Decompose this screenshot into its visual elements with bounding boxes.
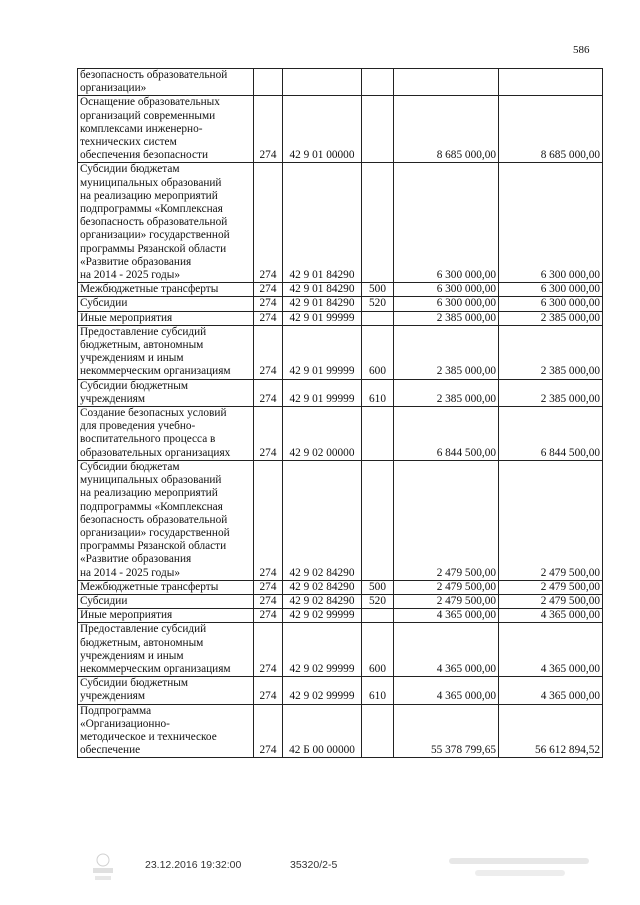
row-csr-cell xyxy=(283,623,362,677)
row-gr-cell xyxy=(254,609,283,623)
table-row xyxy=(78,325,603,379)
row-sum-2016-cell-text: 2 479 500,00 xyxy=(436,594,496,607)
row-vr-cell xyxy=(362,460,394,580)
row-vr-cell xyxy=(362,163,394,283)
row-sum-2017-cell-text: 4 365 000,00 xyxy=(540,690,600,703)
row-vr-cell xyxy=(362,580,394,594)
row-vr-cell xyxy=(362,677,394,704)
row-gr-cell-text: 274 xyxy=(259,392,277,405)
row-gr-cell xyxy=(254,69,283,96)
row-sum-2016-cell xyxy=(394,460,499,580)
row-csr-cell-text: 42 9 01 00000 xyxy=(289,149,355,162)
row-csr-cell-text: 42 9 02 84290 xyxy=(289,594,355,607)
row-sum-2016-cell-text: 2 479 500,00 xyxy=(436,566,496,579)
row-sum-2017-cell xyxy=(499,96,603,163)
row-vr-cell-text: 600 xyxy=(369,662,386,675)
row-sum-2016-cell-text: 4 365 000,00 xyxy=(436,609,496,622)
row-csr-cell xyxy=(283,297,362,311)
row-sum-2016-cell xyxy=(394,379,499,406)
row-gr-cell xyxy=(254,163,283,283)
row-gr-cell xyxy=(254,704,283,758)
row-sum-2016-cell-text: 6 300 000,00 xyxy=(436,283,496,296)
footer-date: 23.12.2016 19:32:00 xyxy=(145,859,242,871)
row-gr-cell-text: 274 xyxy=(259,269,277,282)
row-sum-2016-cell xyxy=(394,325,499,379)
row-gr-cell-text: 274 xyxy=(259,566,277,579)
row-vr-cell xyxy=(362,704,394,758)
row-gr-cell xyxy=(254,594,283,608)
stamp-left-icon xyxy=(89,850,117,884)
row-csr-cell xyxy=(283,69,362,96)
row-sum-2016-cell xyxy=(394,69,499,96)
row-csr-cell xyxy=(283,704,362,758)
row-sum-2016-cell xyxy=(394,580,499,594)
row-name-cell xyxy=(78,609,254,623)
row-sum-2017-cell xyxy=(499,297,603,311)
row-vr-cell xyxy=(362,297,394,311)
row-name-cell-text: Иные мероприятия xyxy=(80,311,173,324)
row-gr-cell xyxy=(254,311,283,325)
row-gr-cell xyxy=(254,677,283,704)
row-gr-cell-text: 274 xyxy=(259,580,277,593)
row-name-cell xyxy=(78,297,254,311)
row-csr-cell-text: 42 9 01 84290 xyxy=(289,269,355,282)
row-vr-cell-text: 500 xyxy=(369,283,386,296)
table-row xyxy=(78,677,603,704)
watermark-stamp-icon xyxy=(445,852,595,884)
row-name-cell-text: Межбюджетные трансферты xyxy=(80,580,219,593)
row-sum-2017-cell-text: 2 385 000,00 xyxy=(540,392,600,405)
row-csr-cell-text: 42 9 01 99999 xyxy=(289,365,355,378)
row-csr-cell xyxy=(283,407,362,461)
row-gr-cell-text: 274 xyxy=(259,149,277,162)
row-name-cell xyxy=(78,69,254,96)
table-row xyxy=(78,407,603,461)
row-sum-2017-cell xyxy=(499,407,603,461)
row-csr-cell-text: 42 9 02 99999 xyxy=(289,609,355,622)
row-name-cell-text: Субсидии xyxy=(80,297,128,310)
row-sum-2017-cell xyxy=(499,379,603,406)
row-sum-2016-cell-text: 6 300 000,00 xyxy=(436,269,496,282)
row-name-cell-text: Создание безопасных условий для проведения учебно- воспитательного процесса в образовательных организациях xyxy=(80,407,231,459)
row-sum-2017-cell xyxy=(499,580,603,594)
row-sum-2017-cell xyxy=(499,594,603,608)
row-sum-2017-cell xyxy=(499,283,603,297)
row-gr-cell xyxy=(254,460,283,580)
row-name-cell-text: безопасность образовательной организации» xyxy=(80,69,228,95)
table-row xyxy=(78,163,603,283)
row-sum-2016-cell xyxy=(394,594,499,608)
row-name-cell xyxy=(78,677,254,704)
row-csr-cell-text: 42 9 02 99999 xyxy=(289,690,355,703)
row-vr-cell xyxy=(362,594,394,608)
row-sum-2016-cell-text: 4 365 000,00 xyxy=(436,662,496,675)
row-gr-cell-text: 274 xyxy=(259,446,277,459)
row-sum-2016-cell xyxy=(394,311,499,325)
table-row xyxy=(78,704,603,758)
row-gr-cell xyxy=(254,623,283,677)
row-sum-2016-cell xyxy=(394,677,499,704)
row-sum-2017-cell-text: 6 300 000,00 xyxy=(540,269,600,282)
table-row xyxy=(78,311,603,325)
row-sum-2017-cell-text: 4 365 000,00 xyxy=(540,609,600,622)
row-sum-2017-cell xyxy=(499,69,603,96)
row-csr-cell xyxy=(283,379,362,406)
row-name-cell xyxy=(78,379,254,406)
row-gr-cell-text: 274 xyxy=(259,297,277,310)
row-csr-cell-text: 42 Б 00 00000 xyxy=(289,744,355,757)
row-sum-2017-cell-text: 56 612 894,52 xyxy=(535,744,600,757)
row-sum-2017-cell-text: 2 479 500,00 xyxy=(540,594,600,607)
row-vr-cell-text: 610 xyxy=(369,392,386,405)
row-sum-2017-cell-text: 2 479 500,00 xyxy=(540,580,600,593)
row-gr-cell-text: 274 xyxy=(259,690,277,703)
row-sum-2016-cell-text: 8 685 000,00 xyxy=(436,149,496,162)
row-gr-cell xyxy=(254,297,283,311)
row-sum-2016-cell-text: 55 378 799,65 xyxy=(431,744,496,757)
row-sum-2017-cell-text: 2 385 000,00 xyxy=(540,365,600,378)
row-csr-cell xyxy=(283,325,362,379)
row-csr-cell-text: 42 9 02 00000 xyxy=(289,446,355,459)
row-csr-cell-text: 42 9 01 99999 xyxy=(289,392,355,405)
table-row xyxy=(78,283,603,297)
row-name-cell-text: Субсидии xyxy=(80,594,128,607)
row-name-cell xyxy=(78,163,254,283)
budget-table-body xyxy=(78,69,603,758)
row-gr-cell-text: 274 xyxy=(259,594,277,607)
row-sum-2017-cell xyxy=(499,311,603,325)
row-csr-cell-text: 42 9 02 84290 xyxy=(289,566,355,579)
row-sum-2017-cell-text: 6 844 500,00 xyxy=(540,446,600,459)
row-sum-2017-cell xyxy=(499,677,603,704)
table-row xyxy=(78,594,603,608)
row-gr-cell xyxy=(254,283,283,297)
row-sum-2016-cell xyxy=(394,297,499,311)
row-vr-cell-text: 600 xyxy=(369,365,386,378)
table-row xyxy=(78,609,603,623)
row-sum-2017-cell xyxy=(499,163,603,283)
row-vr-cell xyxy=(362,623,394,677)
row-vr-cell xyxy=(362,325,394,379)
row-gr-cell-text: 274 xyxy=(259,365,277,378)
row-csr-cell xyxy=(283,96,362,163)
row-gr-cell xyxy=(254,580,283,594)
row-sum-2017-cell xyxy=(499,460,603,580)
row-sum-2016-cell-text: 2 479 500,00 xyxy=(436,580,496,593)
row-vr-cell xyxy=(362,69,394,96)
row-csr-cell xyxy=(283,594,362,608)
row-name-cell xyxy=(78,460,254,580)
row-sum-2017-cell-text: 2 479 500,00 xyxy=(540,566,600,579)
row-sum-2016-cell xyxy=(394,623,499,677)
row-gr-cell-text: 274 xyxy=(259,311,277,324)
row-sum-2016-cell xyxy=(394,407,499,461)
row-sum-2017-cell xyxy=(499,704,603,758)
table-row xyxy=(78,379,603,406)
row-sum-2016-cell xyxy=(394,163,499,283)
row-gr-cell-text: 274 xyxy=(259,662,277,675)
row-sum-2016-cell xyxy=(394,283,499,297)
row-sum-2016-cell-text: 4 365 000,00 xyxy=(436,690,496,703)
row-vr-cell xyxy=(362,609,394,623)
row-gr-cell xyxy=(254,407,283,461)
table-row xyxy=(78,297,603,311)
row-csr-cell xyxy=(283,460,362,580)
row-name-cell xyxy=(78,283,254,297)
row-gr-cell xyxy=(254,325,283,379)
row-sum-2016-cell xyxy=(394,96,499,163)
row-gr-cell-text: 274 xyxy=(259,283,277,296)
row-vr-cell-text: 610 xyxy=(369,690,386,703)
footer-doc-number: 35320/2-5 xyxy=(290,859,338,871)
row-gr-cell-text: 274 xyxy=(259,609,277,622)
row-name-cell-text: Оснащение образовательных организаций современными комплексами инженерно- технических систем обеспечения безопасности xyxy=(80,96,220,162)
row-sum-2017-cell xyxy=(499,609,603,623)
row-vr-cell xyxy=(362,407,394,461)
row-csr-cell-text: 42 9 02 99999 xyxy=(289,662,355,675)
row-name-cell xyxy=(78,311,254,325)
row-name-cell xyxy=(78,623,254,677)
row-csr-cell xyxy=(283,677,362,704)
row-name-cell xyxy=(78,96,254,163)
row-name-cell-text: Субсидии бюджетным учреждениям xyxy=(80,677,188,703)
row-vr-cell xyxy=(362,283,394,297)
row-sum-2017-cell-text: 8 685 000,00 xyxy=(540,149,600,162)
row-name-cell-text: Иные мероприятия xyxy=(80,609,173,622)
row-sum-2017-cell-text: 6 300 000,00 xyxy=(540,297,600,310)
row-sum-2016-cell xyxy=(394,609,499,623)
row-sum-2016-cell-text: 2 385 000,00 xyxy=(436,392,496,405)
row-name-cell-text: Субсидии бюджетным учреждениям xyxy=(80,379,188,405)
row-csr-cell-text: 42 9 01 84290 xyxy=(289,297,355,310)
table-row xyxy=(78,623,603,677)
row-csr-cell-text: 42 9 01 84290 xyxy=(289,283,355,296)
row-name-cell xyxy=(78,704,254,758)
row-vr-cell-text: 500 xyxy=(369,580,386,593)
table-row xyxy=(78,580,603,594)
row-name-cell xyxy=(78,580,254,594)
row-gr-cell xyxy=(254,379,283,406)
row-name-cell xyxy=(78,325,254,379)
row-sum-2016-cell-text: 6 300 000,00 xyxy=(436,297,496,310)
row-gr-cell-text: 274 xyxy=(259,744,277,757)
row-sum-2017-cell-text: 4 365 000,00 xyxy=(540,662,600,675)
row-vr-cell xyxy=(362,379,394,406)
row-csr-cell xyxy=(283,311,362,325)
row-vr-cell-text: 520 xyxy=(369,594,386,607)
row-name-cell xyxy=(78,407,254,461)
row-csr-cell-text: 42 9 01 99999 xyxy=(289,311,355,324)
row-csr-cell xyxy=(283,283,362,297)
row-csr-cell xyxy=(283,163,362,283)
page-number: 586 xyxy=(573,44,590,56)
row-vr-cell-text: 520 xyxy=(369,297,386,310)
budget-table xyxy=(77,68,603,758)
row-sum-2016-cell xyxy=(394,704,499,758)
row-csr-cell xyxy=(283,580,362,594)
row-vr-cell xyxy=(362,311,394,325)
row-name-cell-text: Предоставление субсидий бюджетным, автономным учреждениям и иным некоммерческим организациям xyxy=(80,325,231,378)
row-csr-cell xyxy=(283,609,362,623)
row-sum-2017-cell xyxy=(499,325,603,379)
row-vr-cell xyxy=(362,96,394,163)
row-sum-2016-cell-text: 2 385 000,00 xyxy=(436,365,496,378)
row-sum-2017-cell xyxy=(499,623,603,677)
row-name-cell-text: Подпрограмма «Организационно- методическое и техническое обеспечение xyxy=(80,704,217,757)
row-name-cell-text: Субсидии бюджетам муниципальных образований на реализацию мероприятий подпрограммы «Комплексная безопасность образовательной организации» государственной программы Рязанской области «Развитие образования на 2014 - 2025 годы» xyxy=(80,163,230,282)
row-sum-2016-cell-text: 6 844 500,00 xyxy=(436,446,496,459)
row-sum-2017-cell-text: 2 385 000,00 xyxy=(540,311,600,324)
row-sum-2016-cell-text: 2 385 000,00 xyxy=(436,311,496,324)
row-name-cell-text: Предоставление субсидий бюджетным, автономным учреждениям и иным некоммерческим организациям xyxy=(80,623,231,675)
row-gr-cell xyxy=(254,96,283,163)
row-name-cell-text: Межбюджетные трансферты xyxy=(80,283,219,296)
row-name-cell xyxy=(78,594,254,608)
table-row xyxy=(78,69,603,96)
row-csr-cell-text: 42 9 02 84290 xyxy=(289,580,355,593)
table-row xyxy=(78,96,603,163)
row-sum-2017-cell-text: 6 300 000,00 xyxy=(540,283,600,296)
table-row xyxy=(78,460,603,580)
row-name-cell-text: Субсидии бюджетам муниципальных образований на реализацию мероприятий подпрограммы «Комплексная безопасность образовательной организации» государственной программы Рязанской области «Развитие образования на 2014 - 2025 годы» xyxy=(80,460,230,579)
